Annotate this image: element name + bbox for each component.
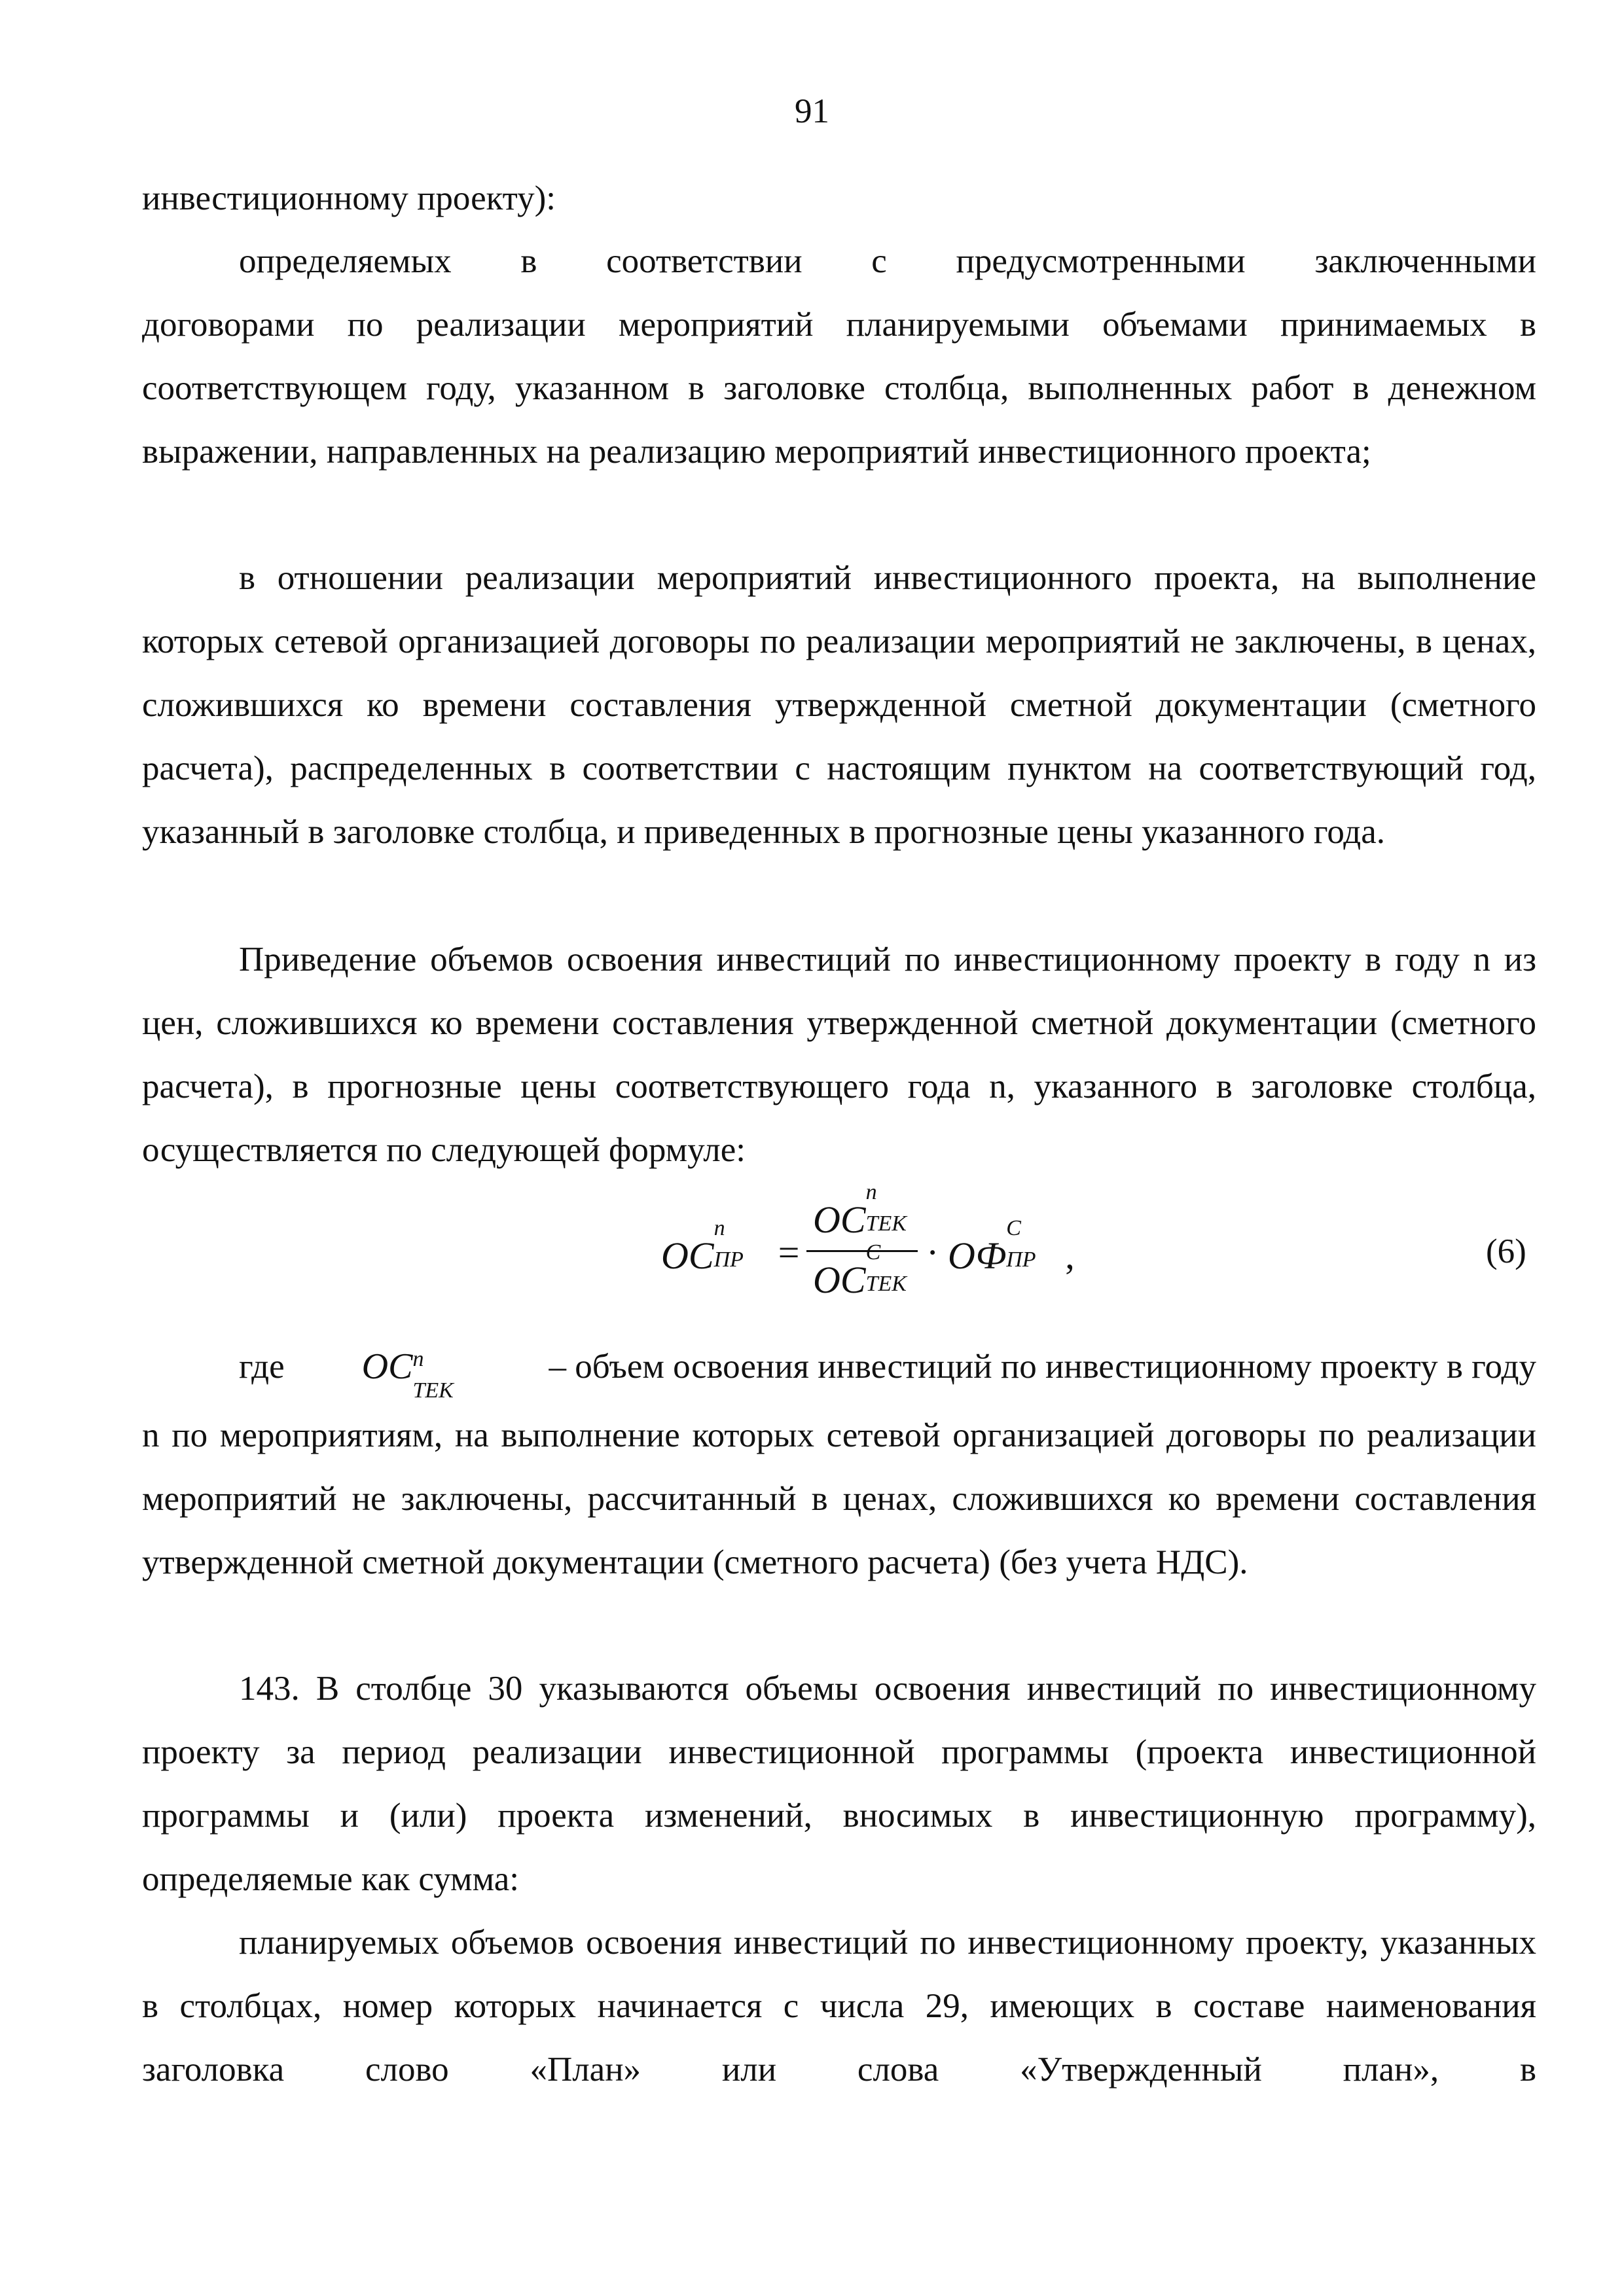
- paragraph-line: определяемых в соответствии с предусмотренными заключенными: [239, 242, 1536, 280]
- formula-lhs: ОС n ПР: [661, 1216, 744, 1277]
- definition-line: [239, 1335, 1536, 1403]
- definition-text: – объем освоения инвестиций по инвестиционному проекту в году: [549, 1348, 1536, 1386]
- paragraph: в отношении реализации мероприятий инвестиционного проекта, на выполнение которых сетевой организацией договоры по реализации мероприятий не заключены, в ценах, сложившихся ко времени составления утвержденной сметной документации (сметного расчета), распределенных в соответствии с настоящим пунктом на соответствующий год, указанный в заголовке столбца, и приведенных в прогнозные цены указанного года.: [142, 559, 1536, 851]
- formula-number: (6): [1486, 1232, 1526, 1270]
- formula-denominator: ОС С ТЕК: [813, 1240, 907, 1301]
- formula-numerator: ОС n ТЕК: [813, 1180, 907, 1241]
- paragraph: Приведение объемов освоения инвестиций по инвестиционному проекту в году n из цен, сложившихся ко времени составления утвержденной сметной документации (сметного расчета), в прогнозные цены соответствующего года n, указанного в заголовке столбца, осуществляется по следующей формуле:: [142, 941, 1536, 1169]
- page-number: 91: [795, 92, 829, 130]
- formula-equals: =: [776, 1231, 802, 1274]
- paragraph: договорами по реализации мероприятий планируемыми объемами принимаемых в соответствующем году, указанном в заголовке столбца, выполненных работ в денежном выражении, направленных на реализацию мероприятий инвестиционного проекта;: [142, 306, 1536, 471]
- paragraph-continuation: инвестиционному проекту):: [142, 179, 556, 217]
- formula-6: [0, 1180, 1624, 1319]
- formula-multiply: ·: [926, 1231, 939, 1274]
- fraction-bar: [806, 1250, 918, 1252]
- paragraph: планируемых объемов освоения инвестиций по инвестиционному проекту, указанных в столбцах, номер которых начинается с числа 29, имеющих в составе наименования заголовка слово «План» или слова «Утвержденный план», в: [142, 1924, 1536, 2089]
- paragraph: 143. В столбце 30 указываются объемы освоения инвестиций по инвестиционному проекту за период реализации инвестиционной программы (проекта инвестиционной программы и (или) проекта изменений, вносимых в инвестиционную программу), определяемые как сумма:: [142, 1670, 1536, 1898]
- where-label: где: [239, 1348, 285, 1386]
- formula-rhs: ОФ С ПР ,: [948, 1216, 1075, 1277]
- definition-symbol: ОС n ТЕК: [361, 1346, 454, 1403]
- paragraph: n по мероприятиям, на выполнение которых сетевой организацией договоры по реализации мероприятий не заключены, рассчитанный в ценах, сложившихся ко времени составления утвержденной сметной документации (сметного расчета) (без учета НДС).: [142, 1416, 1536, 1581]
